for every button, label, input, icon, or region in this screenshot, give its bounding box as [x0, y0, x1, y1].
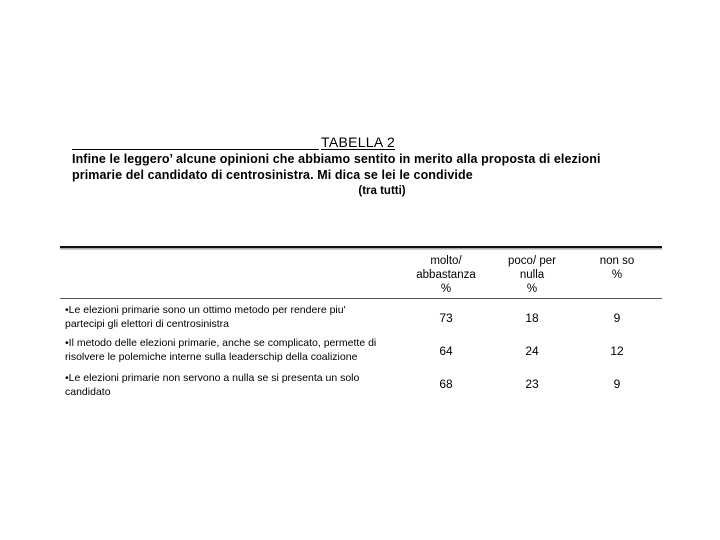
column-header-line: nulla	[519, 269, 545, 281]
table-row	[60, 299, 662, 333]
statement-line: partecipi gli elettori di centrosinistra	[65, 317, 229, 330]
column-header-line: molto/	[430, 255, 462, 267]
statement-line: •Le elezioni primarie sono un ottimo metodo per rendere piu'	[65, 304, 346, 316]
value-poco-nulla: 18	[525, 311, 539, 325]
value-poco-nulla: 24	[525, 344, 539, 358]
table-header	[72, 133, 652, 197]
column-header-unit: %	[440, 283, 452, 295]
column-header-line: abbastanza	[416, 269, 476, 281]
subtitle: (tra tutti)	[358, 185, 406, 197]
statement	[65, 372, 405, 399]
statement	[65, 304, 405, 331]
intro-line-2: primarie del candidato di centrosinistra. Mi dica se lei le condivide	[72, 168, 473, 182]
value-non-so: 9	[613, 377, 621, 391]
statement	[65, 337, 405, 364]
statement-line: •Le elezioni primarie non servono a nulla se si presenta un solo	[65, 372, 360, 384]
table-title: TABELLA 2	[321, 134, 396, 150]
column-header-unit: %	[611, 269, 623, 281]
column-header-molto-abbastanza	[406, 254, 486, 296]
value-non-so: 12	[610, 344, 624, 358]
value-non-so: 9	[613, 311, 621, 325]
table-row	[60, 367, 662, 401]
column-header-line: non so	[599, 255, 635, 267]
title-rule	[72, 149, 319, 150]
value-molto-abbastanza: 64	[439, 344, 453, 358]
column-header-poco-nulla	[492, 254, 572, 296]
results-table	[60, 246, 662, 401]
statement-line: •Il metodo delle elezioni primarie, anche se complicato, permette di	[65, 337, 377, 349]
table-row	[60, 333, 662, 367]
statement-line: risolvere le polemiche interne sulla leaderschip della coalizione	[65, 350, 358, 363]
intro-text	[72, 151, 652, 183]
intro-line-1: Infine le leggero’ alcune opinioni che abbiamo sentito in merito alla proposta di elezioni	[72, 152, 601, 166]
value-molto-abbastanza: 68	[439, 377, 453, 391]
column-header-unit: %	[526, 283, 538, 295]
column-header-line: poco/ per	[508, 255, 556, 267]
value-molto-abbastanza: 73	[439, 311, 453, 325]
column-header-row	[60, 248, 662, 299]
column-header-non-so	[577, 254, 657, 282]
value-poco-nulla: 23	[525, 377, 539, 391]
statement-line: candidato	[65, 385, 111, 398]
title-row	[72, 133, 652, 151]
